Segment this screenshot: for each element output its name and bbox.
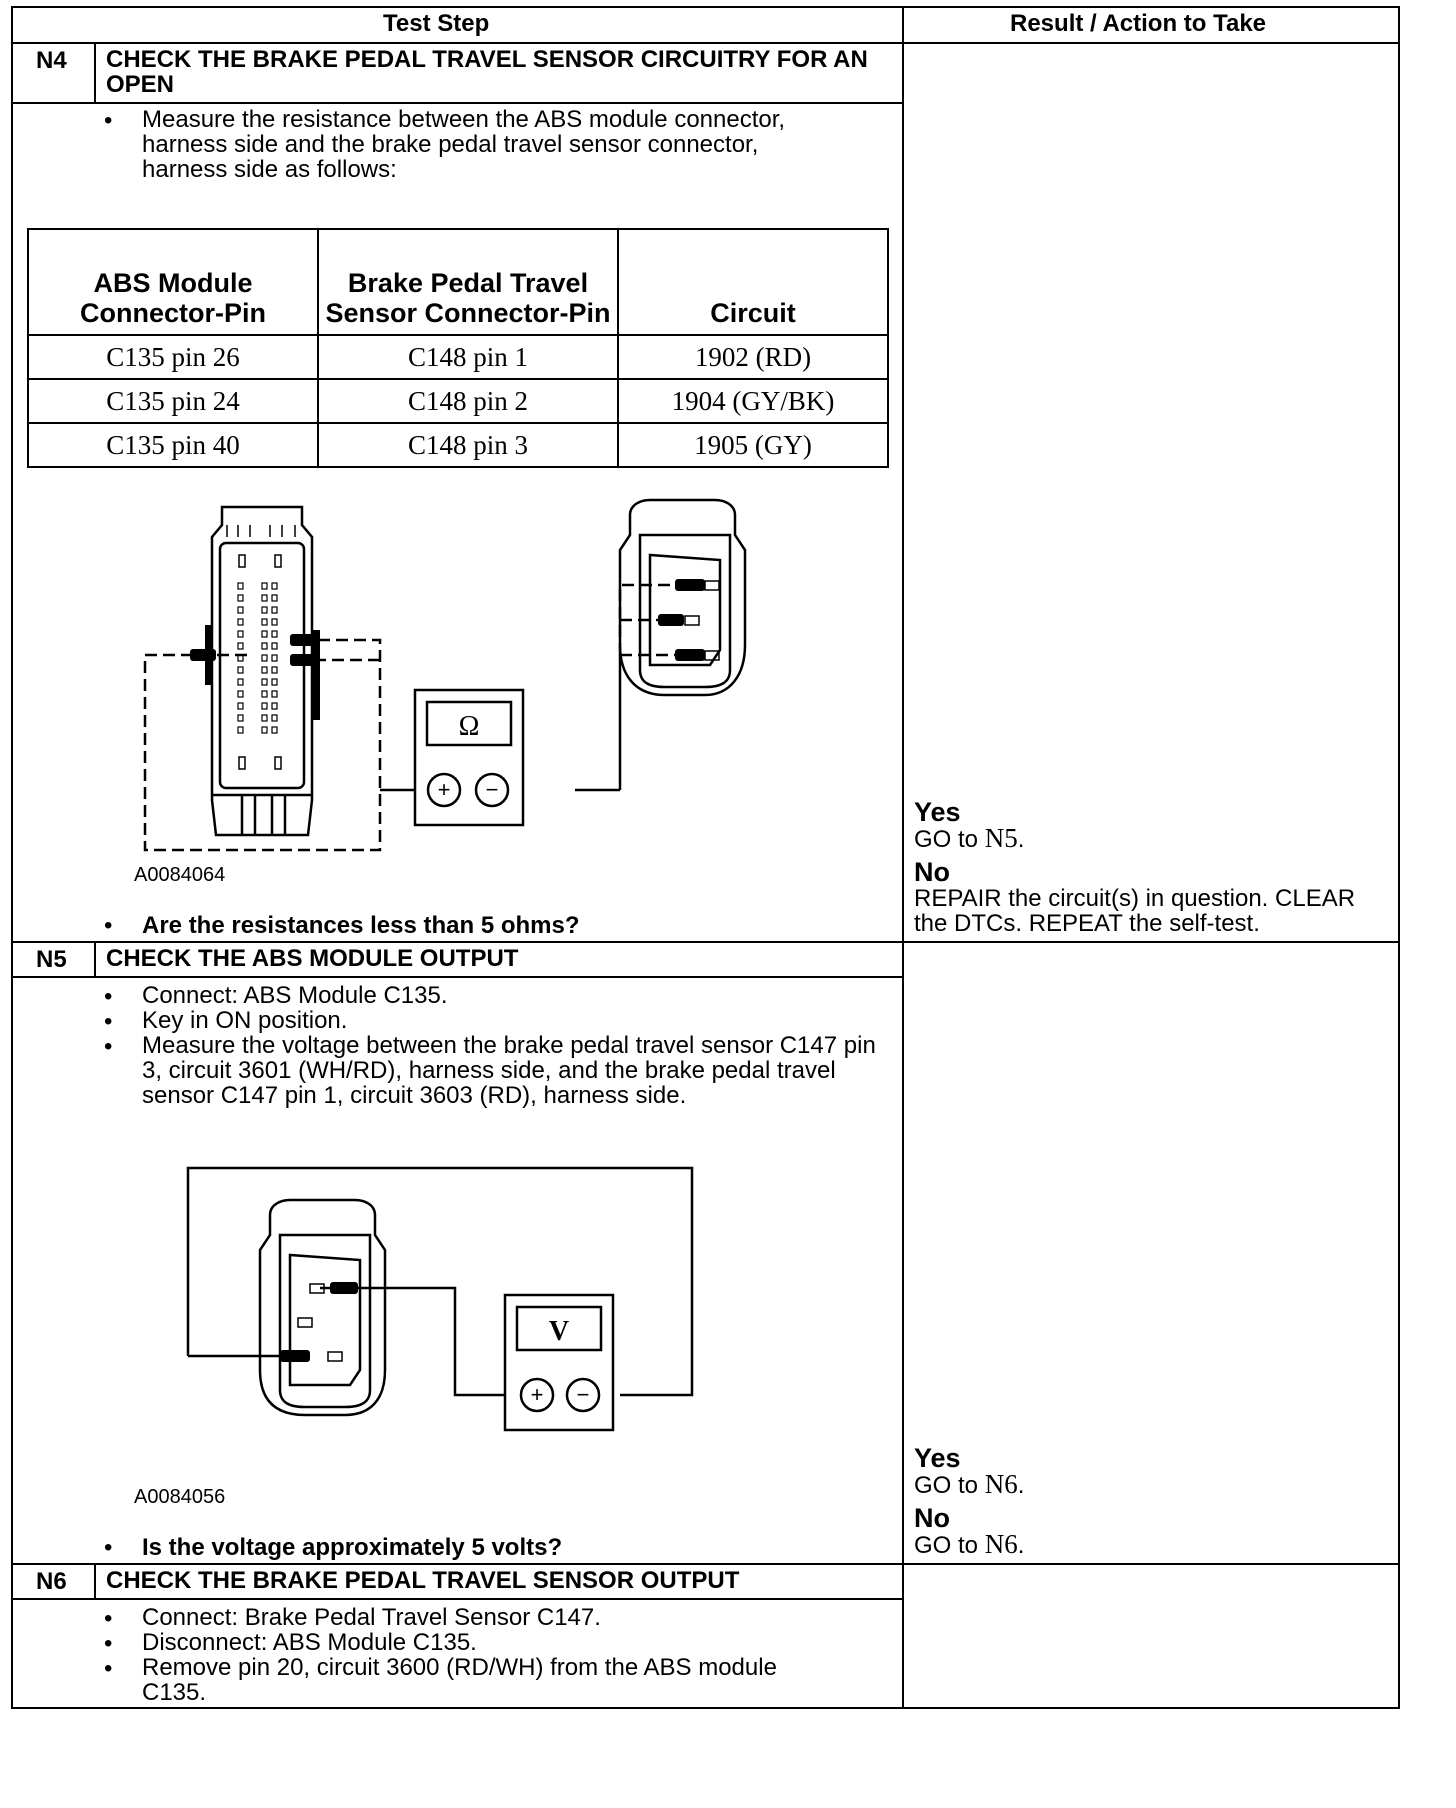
header-result: Result / Action to Take [1010, 10, 1267, 37]
n5-question: Is the voltage approximately 5 volts? [142, 1534, 563, 1561]
n5-yes-action [914, 1469, 1025, 1499]
meter-plus-label: + [437, 777, 451, 802]
step-title-n6: CHECK THE BRAKE PEDAL TRAVEL SENSOR OUTPUT [106, 1567, 740, 1594]
meter-symbol-ohm: Ω [458, 711, 480, 742]
meter-plus-label: + [530, 1382, 544, 1407]
n4-yes-label: Yes [914, 797, 961, 827]
diagram-voltage-measurement [180, 1160, 710, 1435]
abs-module-connector [205, 507, 320, 835]
n6-bullet-3: Remove pin 20, circuit 3600 (RD/WH) from the ABS module C135. [142, 1654, 777, 1706]
n5-no-target: N6 [984, 1529, 1018, 1559]
bullet-marker: • [104, 1033, 113, 1060]
pin-table-header: ABS Module Connector-Pin [28, 229, 318, 335]
voltmeter [505, 1295, 613, 1430]
bullet-marker: • [104, 1655, 113, 1682]
table-cell: 1905 (GY) [618, 423, 888, 467]
probe-leads [145, 585, 675, 850]
n5-yes-target: N6 [984, 1469, 1018, 1499]
pin-table-header-row [28, 229, 888, 335]
period: . [1017, 1532, 1025, 1559]
table-cell: C135 pin 26 [28, 335, 318, 379]
pedal-sensor-connector [620, 500, 745, 695]
meter-symbol-volt: V [548, 1316, 570, 1347]
n6-bullet-2: Disconnect: ABS Module C135. [142, 1629, 477, 1656]
n5-bullet-2: Key in ON position. [142, 1007, 348, 1034]
bullet-marker: • [104, 983, 113, 1010]
n4-question: Are the resistances less than 5 ohms? [142, 912, 580, 939]
n4-no-action: REPAIR the circuit(s) in question. CLEAR the DTCs. REPEAT the self-test. [914, 885, 1356, 937]
n5-bullet-1: Connect: ABS Module C135. [142, 982, 448, 1009]
n5-yes-text: GO to [914, 1472, 979, 1499]
meter-minus-label: − [485, 777, 499, 802]
pin-table-header: Brake Pedal Travel Sensor Connector-Pin [318, 229, 618, 335]
step-id-n4: N4 [36, 47, 67, 74]
n4-yes-text: GO to [914, 826, 979, 853]
figure-id-a0084064: A0084064 [134, 864, 226, 886]
period: . [1017, 826, 1025, 853]
figure-id-a0084056: A0084056 [134, 1486, 226, 1508]
table-cell: 1902 (RD) [618, 335, 888, 379]
table-cell: 1904 (GY/BK) [618, 379, 888, 423]
n4-instruction: Measure the resistance between the ABS module connector, harness side and the brake pedal travel sensor connector, harness side as follows: [142, 106, 786, 183]
n5-no-label: No [914, 1503, 950, 1533]
pin-table-header: Circuit [618, 229, 888, 335]
table-cell: C148 pin 1 [318, 335, 618, 379]
bullet-marker: • [104, 1534, 113, 1561]
bullet-marker: • [104, 1630, 113, 1657]
bullet-marker: • [104, 107, 113, 134]
diagram-resistance-measurement [130, 495, 770, 865]
header-test-step: Test Step [383, 10, 490, 37]
n5-no-action [914, 1529, 1025, 1559]
step-title-n4: CHECK THE BRAKE PEDAL TRAVEL SENSOR CIRCUITRY FOR AN OPEN [106, 46, 868, 98]
table-row [28, 335, 888, 379]
n4-yes-target: N5 [984, 823, 1018, 853]
pin-table [27, 228, 889, 468]
ohmmeter [415, 690, 523, 825]
n6-bullet-1: Connect: Brake Pedal Travel Sensor C147. [142, 1604, 601, 1631]
n5-no-text: GO to [914, 1532, 979, 1559]
table-cell: C148 pin 2 [318, 379, 618, 423]
n5-yes-label: Yes [914, 1443, 961, 1473]
bullet-marker: • [104, 1605, 113, 1632]
n4-no-label: No [914, 857, 950, 887]
table-row [28, 379, 888, 423]
meter-minus-label: − [576, 1382, 590, 1407]
table-cell: C135 pin 40 [28, 423, 318, 467]
period: . [1017, 1472, 1025, 1499]
bullet-marker: • [104, 1008, 113, 1035]
test-leads [188, 1168, 692, 1395]
n5-bullet-3: Measure the voltage between the brake pedal travel sensor C147 pin 3, circuit 3601 (WH/RD), harness side, and the brake pedal travel sensor C147 pin 1, circuit 3603 (RD), harness side. [142, 1032, 876, 1109]
table-cell: C135 pin 24 [28, 379, 318, 423]
step-title-n5: CHECK THE ABS MODULE OUTPUT [106, 945, 519, 972]
table-cell: C148 pin 3 [318, 423, 618, 467]
table-row [28, 423, 888, 467]
step-id-n5: N5 [36, 946, 67, 973]
pedal-sensor-connector-c147 [260, 1200, 385, 1415]
bullet-marker: • [104, 912, 113, 939]
n4-yes-action [914, 823, 1025, 853]
step-id-n6: N6 [36, 1568, 67, 1595]
